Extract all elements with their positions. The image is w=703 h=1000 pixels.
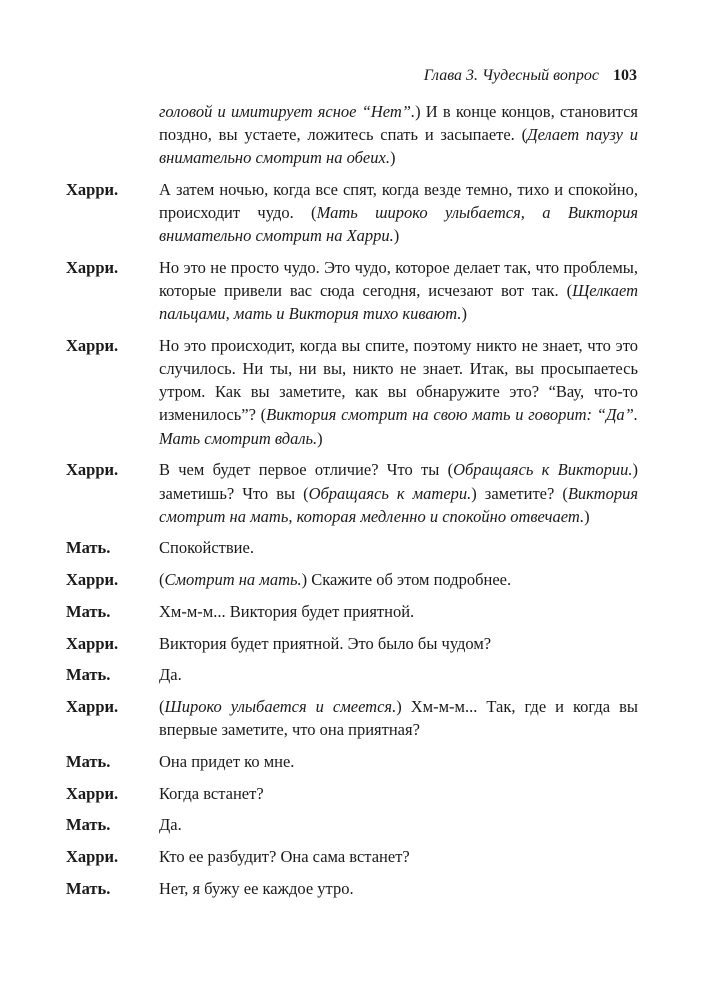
continuation-paragraph bbox=[159, 100, 638, 170]
dialogue-entry bbox=[66, 782, 638, 805]
dialogue-entry bbox=[66, 845, 638, 868]
dialogue-entry bbox=[66, 877, 638, 900]
speaker-name: Мать. bbox=[66, 601, 111, 621]
dialogue-text: Но это не просто чудо. Это чудо, которое делает так, что проблемы, которые привели вас сюда сегодня, исчезают вот так. (Щелкает пальцами, мать и Виктория тихо кивают.) bbox=[159, 257, 638, 324]
dialogue-text: Кто ее разбудит? Она сама встанет? bbox=[159, 846, 410, 866]
stage-direction: Смотрит на мать. bbox=[164, 570, 302, 590]
dialogue-text: В чем будет первое отличие? Что ты (Обращаясь к Виктории.) заметишь? Что вы (Обращаясь к матери.) заметите? (Виктория смотрит на мать, которая медленно и спокойно отвечает.) bbox=[159, 460, 638, 526]
speaker-name: Мать. bbox=[66, 751, 111, 771]
dialogue-entry bbox=[66, 568, 638, 591]
speaker-name: Харри. bbox=[66, 335, 119, 355]
running-header bbox=[424, 66, 637, 86]
dialogue-text: Да. bbox=[159, 815, 182, 835]
speaker-name: Мать. bbox=[66, 665, 111, 685]
dialogue-text: (Широко улыбается и смеется.) Хм-м-м... Так, где и когда вы впервые заметите, что она приятная? bbox=[159, 696, 638, 740]
stage-direction: Делает паузу и внимательно смотрит на обеих. bbox=[159, 125, 638, 168]
dialogue-text: Она придет ко мне. bbox=[159, 751, 295, 771]
speaker-name: Харри. bbox=[66, 696, 119, 716]
dialogue-entry bbox=[66, 178, 638, 248]
dialogue-text: (Смотрит на мать.) Скажите об этом подробнее. bbox=[159, 570, 512, 590]
speaker-name: Харри. bbox=[66, 179, 119, 199]
chapter-title: Глава 3. Чудесный вопрос bbox=[423, 67, 599, 84]
speaker-name: Харри. bbox=[66, 570, 119, 590]
page-number: 103 bbox=[613, 67, 637, 84]
dialogue-entry bbox=[66, 458, 638, 528]
speaker-name: Харри. bbox=[66, 783, 119, 803]
dialogue-entry bbox=[66, 600, 638, 623]
stage-direction: головой и имитирует ясное “Нет”. bbox=[159, 102, 416, 121]
speaker-name: Харри. bbox=[66, 257, 119, 277]
speaker-name: Мать. bbox=[66, 878, 111, 898]
dialogue-entry bbox=[66, 695, 638, 741]
stage-direction: Обращаясь к Виктории. bbox=[453, 460, 633, 480]
dialogue-transcript bbox=[66, 100, 638, 900]
dialogue-entry bbox=[66, 632, 638, 655]
speaker-name: Мать. bbox=[66, 815, 111, 835]
dialogue-text: Спокойствие. bbox=[159, 538, 254, 558]
dialogue-text: головой и имитирует ясное “Нет”.) И в конце концов, становится поздно, вы устаете, ложитесь спать и засыпаете. (Делает паузу и внимательно смотрит на обеих.) bbox=[159, 102, 638, 168]
dialogue-text: Хм-м-м... Виктория будет приятной. bbox=[159, 601, 415, 621]
stage-direction: Виктория смотрит на свою мать и говорит: “Да”. Мать смотрит вдаль. bbox=[159, 405, 638, 448]
dialogue-text: Когда встанет? bbox=[159, 783, 264, 803]
dialogue-text: Да. bbox=[159, 665, 182, 685]
dialogue-text: Виктория будет приятной. Это было бы чудом? bbox=[159, 633, 492, 653]
speaker-name: Харри. bbox=[66, 460, 119, 480]
stage-direction: Щелкает пальцами, мать и Виктория тихо кивают. bbox=[159, 280, 638, 324]
dialogue-entry bbox=[66, 813, 638, 836]
dialogue-text: Нет, я бужу ее каждое утро. bbox=[159, 878, 354, 898]
stage-direction: Обращаясь к матери. bbox=[308, 483, 472, 503]
stage-direction: Широко улыбается и смеется. bbox=[164, 696, 397, 716]
speaker-name: Харри. bbox=[66, 846, 119, 866]
stage-direction: Виктория смотрит на мать, которая медленно и спокойно отвечает. bbox=[159, 483, 638, 526]
speaker-name: Мать. bbox=[66, 538, 111, 558]
dialogue-entry bbox=[66, 334, 638, 450]
dialogue-text: А затем ночью, когда все спят, когда везде темно, тихо и спокойно, происходит чудо. (Мать широко улыбается, а Виктория внимательно смотрит на Харри.) bbox=[159, 179, 639, 246]
stage-direction: Мать широко улыбается, а Виктория внимательно смотрит на Харри. bbox=[159, 202, 639, 246]
speaker-name: Харри. bbox=[66, 633, 119, 653]
dialogue-entry bbox=[66, 663, 638, 686]
dialogue-text: Но это происходит, когда вы спите, поэтому никто не знает, что это случилось. Ни ты, ни вы, никто не знает. Итак, вы просыпаетесь утром. Как вы заметите, как вы обнаружите это? “Вау, что-то изменилось”? (Виктория смотрит на свою мать и говорит: “Да”. Мать смотрит вдаль.) bbox=[159, 335, 638, 448]
dialogue-entry bbox=[66, 750, 638, 773]
dialogue-entry bbox=[66, 256, 638, 326]
dialogue-entry bbox=[66, 536, 638, 559]
